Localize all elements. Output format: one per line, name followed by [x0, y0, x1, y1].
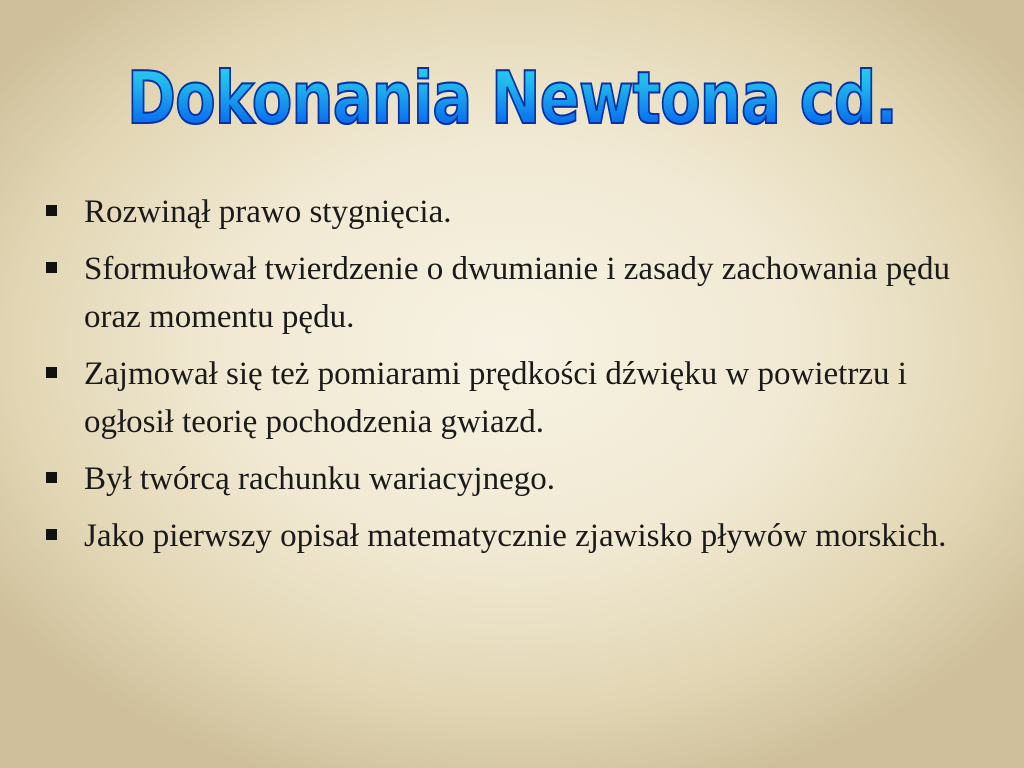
- square-bullet-icon: [46, 262, 57, 273]
- list-item: [44, 245, 984, 341]
- square-bullet-icon: [46, 367, 57, 378]
- list-item: [44, 512, 984, 560]
- square-bullet-icon: [46, 529, 57, 540]
- list-item: [44, 350, 984, 446]
- bullet-text: Był twórcą rachunku wariacyjnego.: [84, 461, 555, 497]
- list-item: [44, 188, 984, 236]
- square-bullet-icon: [46, 205, 57, 216]
- list-item: [44, 455, 984, 503]
- bullet-text: Jako pierwszy opisał matematycznie zjawisko pływów morskich.: [84, 518, 947, 554]
- bullet-text: Rozwinął prawo stygnięcia.: [84, 194, 452, 230]
- slide-title: [92, 48, 932, 148]
- bullet-text: Sformułował twierdzenie o dwumianie i zasady zachowania pędu oraz momentu pędu.: [84, 251, 950, 335]
- slide-title-text: Dokonania Newtona cd.: [127, 48, 897, 148]
- bullet-list: [44, 188, 984, 569]
- square-bullet-icon: [46, 472, 57, 483]
- bullet-text: Zajmował się też pomiarami prędkości dźwięku w powietrzu i ogłosił teorię pochodzenia gwiazd.: [84, 356, 907, 440]
